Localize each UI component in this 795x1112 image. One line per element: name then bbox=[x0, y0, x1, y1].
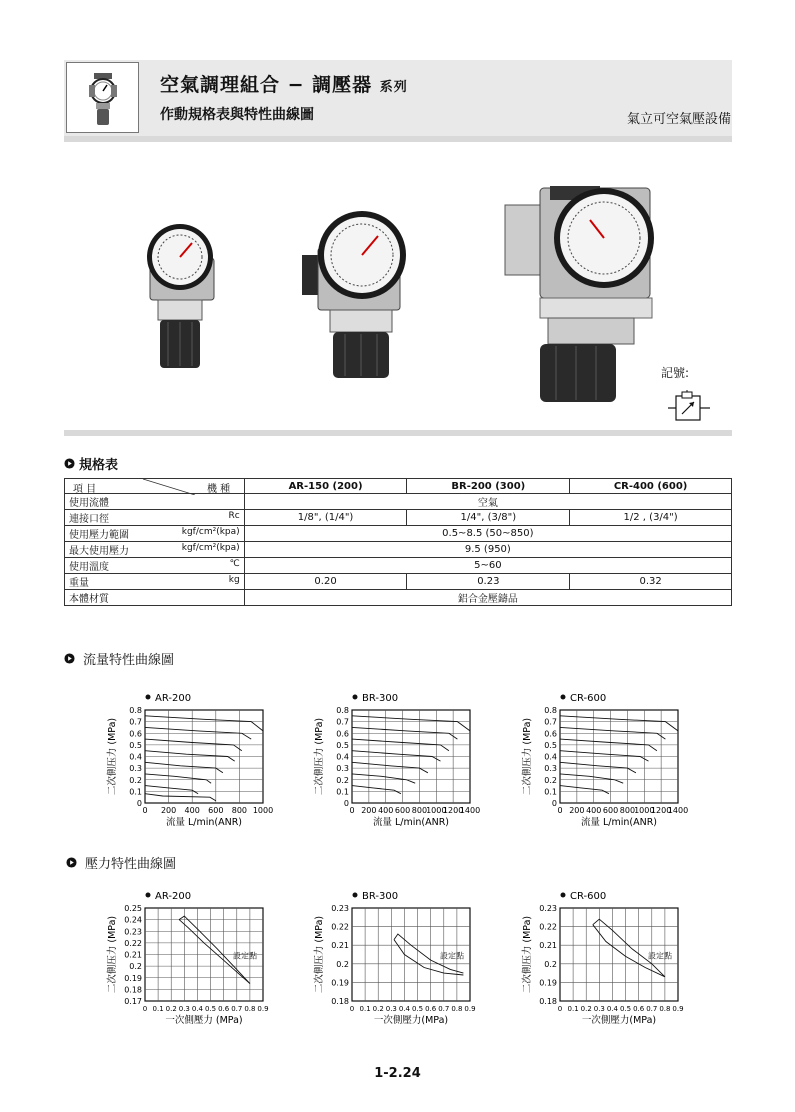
y-tick-label: 0.25 bbox=[124, 904, 142, 913]
company-name: 氣立可空氣壓設備 bbox=[626, 112, 731, 127]
y-tick-label: 0.8 bbox=[544, 706, 557, 715]
y-tick-label: 0.7 bbox=[544, 717, 557, 727]
model-label: 機 種 bbox=[207, 484, 231, 495]
y-tick-label: 0.5 bbox=[129, 740, 142, 750]
y-tick-label: 0.7 bbox=[336, 717, 349, 727]
y-tick-label: 0.5 bbox=[336, 740, 349, 750]
y-tick-label: 0.6 bbox=[129, 729, 142, 739]
x-tick-label: 0 bbox=[557, 806, 563, 815]
x-tick-label: 0 bbox=[557, 1005, 563, 1013]
y-tick-label: 0.19 bbox=[124, 973, 142, 983]
x-tick-label: 800 bbox=[231, 806, 248, 815]
x-tick-label: 0.8 bbox=[451, 1005, 463, 1013]
x-tick-label: 0.2 bbox=[165, 1005, 177, 1013]
y-tick-label: 0.4 bbox=[129, 752, 142, 762]
y-tick-label: 0.6 bbox=[544, 729, 557, 739]
annotation-label: 設定點 bbox=[440, 951, 464, 961]
x-tick-label: 1000 bbox=[634, 806, 655, 815]
y-tick-label: 0 bbox=[343, 799, 349, 808]
x-tick-label: 0.3 bbox=[385, 1005, 397, 1013]
y-tick-label: 0.23 bbox=[331, 904, 349, 913]
x-axis-label: 一次側壓力(MPa) bbox=[373, 1015, 449, 1026]
x-tick-label: 1000 bbox=[426, 806, 447, 815]
y-tick-label: 0.19 bbox=[331, 978, 349, 988]
title-bullet bbox=[561, 893, 566, 898]
title-text: 空氣調理組合 − 調壓器 bbox=[160, 74, 373, 96]
y-tick-label: 0.2 bbox=[544, 959, 557, 969]
y-tick-label: 0.2 bbox=[336, 775, 349, 785]
x-tick-label: 400 bbox=[378, 806, 394, 815]
x-tick-label: 0.1 bbox=[567, 1005, 579, 1013]
row-value: 0.23 bbox=[407, 574, 570, 590]
x-tick-label: 0.7 bbox=[231, 1005, 243, 1013]
flow-section-title: 流量特性曲線圖 bbox=[83, 653, 175, 668]
x-tick-label: 0.3 bbox=[178, 1005, 190, 1013]
y-axis-label: 二次側压力 (MPa) bbox=[107, 717, 118, 796]
title-bullet bbox=[353, 695, 358, 700]
spec-section-title: 規格表 bbox=[79, 458, 119, 473]
row-value: 0.20 bbox=[244, 574, 407, 590]
x-tick-label: 0.5 bbox=[411, 1005, 424, 1013]
y-tick-label: 0.17 bbox=[124, 997, 142, 1006]
x-tick-label: 200 bbox=[569, 806, 585, 815]
x-tick-label: 1000 bbox=[252, 806, 274, 815]
y-tick-label: 0.18 bbox=[124, 985, 142, 995]
x-tick-label: 600 bbox=[602, 806, 619, 815]
x-tick-label: 0.1 bbox=[359, 1005, 371, 1013]
x-tick-label: 0.9 bbox=[257, 1005, 269, 1013]
y-tick-label: 0.18 bbox=[539, 997, 557, 1006]
title-bullet bbox=[146, 695, 151, 700]
x-tick-label: 0.4 bbox=[606, 1005, 619, 1013]
chart-6 bbox=[521, 891, 684, 1026]
row-value: 1/8", (1/4") bbox=[244, 510, 407, 526]
chart-title: AR-200 bbox=[155, 693, 192, 704]
chart-2 bbox=[313, 693, 480, 828]
y-tick-label: 0 bbox=[136, 799, 142, 808]
x-axis-label: 一次側壓力(MPa) bbox=[581, 1015, 657, 1026]
x-tick-label: 0.6 bbox=[218, 1005, 230, 1013]
y-tick-label: 0.4 bbox=[544, 752, 557, 762]
chart-title: AR-200 bbox=[155, 891, 192, 902]
x-tick-label: 0.2 bbox=[372, 1005, 384, 1013]
y-axis-label: 二次側压力 (MPa) bbox=[314, 915, 325, 994]
x-axis-label: 流量 L/min(ANR) bbox=[165, 817, 243, 828]
x-tick-label: 600 bbox=[394, 806, 411, 815]
x-tick-label: 0.4 bbox=[191, 1005, 204, 1013]
y-tick-label: 0.2 bbox=[129, 962, 142, 972]
x-tick-label: 1400 bbox=[667, 806, 689, 815]
chart-title: CR-600 bbox=[570, 693, 607, 704]
item-label: 項 目 bbox=[73, 484, 97, 495]
y-tick-label: 0.1 bbox=[336, 787, 349, 797]
annotation-label: 設定點 bbox=[233, 951, 257, 961]
row-label-text: 使用壓力範圍 bbox=[69, 530, 129, 541]
row-unit: kgf/cm²(kpa) bbox=[181, 543, 240, 553]
page-number: 1-2.24 bbox=[374, 1066, 421, 1081]
chart-3 bbox=[521, 693, 688, 828]
y-tick-label: 0.21 bbox=[124, 950, 142, 960]
x-tick-label: 1200 bbox=[650, 806, 672, 815]
y-axis-label: 二次側压力 (MPa) bbox=[522, 717, 533, 796]
y-axis-label: 二次側压力 (MPa) bbox=[522, 915, 533, 994]
x-tick-label: 0.8 bbox=[244, 1005, 256, 1013]
x-tick-label: 1200 bbox=[442, 806, 464, 815]
x-tick-label: 600 bbox=[208, 806, 224, 815]
y-tick-label: 0.8 bbox=[129, 706, 142, 715]
chart-title: CR-600 bbox=[570, 891, 607, 902]
row-value: 0.32 bbox=[570, 574, 732, 590]
x-tick-label: 0.9 bbox=[672, 1005, 684, 1013]
row-label-text: 本體材質 bbox=[69, 594, 109, 605]
title-bullet bbox=[353, 893, 358, 898]
row-value: 1/4", (3/8") bbox=[407, 510, 570, 526]
pressure-section-title: 壓力特性曲線圖 bbox=[85, 857, 177, 872]
x-tick-label: 0 bbox=[142, 806, 148, 815]
x-tick-label: 1400 bbox=[459, 806, 481, 815]
row-value: 鋁合金壓鑄品 bbox=[244, 590, 731, 606]
x-tick-label: 400 bbox=[184, 806, 200, 815]
row-value: 0.5~8.5 (50~850) bbox=[244, 526, 731, 542]
x-tick-label: 400 bbox=[586, 806, 602, 815]
y-tick-label: 0.3 bbox=[544, 764, 557, 774]
y-tick-label: 0.1 bbox=[129, 787, 142, 797]
x-axis-label: 一次側壓力 (MPa) bbox=[165, 1015, 243, 1026]
x-tick-label: 0.9 bbox=[464, 1005, 476, 1013]
chart-1 bbox=[106, 693, 273, 828]
y-tick-label: 0.22 bbox=[331, 922, 349, 932]
row-label-text: 使用溫度 bbox=[69, 562, 109, 573]
x-tick-label: 0.5 bbox=[204, 1005, 217, 1013]
y-tick-label: 0.2 bbox=[336, 959, 349, 969]
y-tick-label: 0.7 bbox=[129, 717, 142, 727]
x-tick-label: 0.4 bbox=[398, 1005, 411, 1013]
annotation-label: 設定點 bbox=[648, 951, 672, 961]
row-label-text: 使用流體 bbox=[69, 498, 109, 509]
y-tick-label: 0.3 bbox=[336, 764, 349, 774]
row-value: 9.5 (950) bbox=[244, 542, 731, 558]
row-value: 空氣 bbox=[244, 494, 731, 510]
x-tick-label: 0.6 bbox=[425, 1005, 437, 1013]
row-value: 5~60 bbox=[244, 558, 731, 574]
y-tick-label: 0.22 bbox=[539, 922, 557, 932]
y-tick-label: 0.23 bbox=[124, 927, 142, 937]
x-tick-label: 800 bbox=[619, 806, 636, 815]
row-label-text: 最大使用壓力 bbox=[69, 546, 129, 557]
title-bullet bbox=[146, 893, 151, 898]
chart-5 bbox=[313, 891, 476, 1026]
y-tick-label: 0.19 bbox=[539, 978, 557, 988]
page-subtitle: 作動規格表與特性曲線圖 bbox=[160, 107, 314, 123]
x-tick-label: 0 bbox=[349, 806, 355, 815]
title-series: 系列 bbox=[379, 80, 408, 95]
x-tick-label: 0.1 bbox=[152, 1005, 164, 1013]
y-tick-label: 0.18 bbox=[331, 997, 349, 1006]
y-tick-label: 0.2 bbox=[129, 775, 142, 785]
x-tick-label: 0.3 bbox=[593, 1005, 605, 1013]
y-tick-label: 0.24 bbox=[124, 915, 142, 925]
y-tick-label: 0.3 bbox=[129, 764, 142, 774]
y-tick-label: 0.23 bbox=[539, 904, 557, 913]
row-unit: Rc bbox=[228, 511, 240, 521]
y-tick-label: 0.21 bbox=[539, 941, 557, 951]
y-tick-label: 0.8 bbox=[336, 706, 349, 715]
row-label-text: 重量 bbox=[69, 578, 89, 589]
model-ar: AR-150 (200) bbox=[244, 479, 407, 494]
y-tick-label: 0.1 bbox=[544, 787, 557, 797]
x-tick-label: 800 bbox=[411, 806, 428, 815]
y-tick-label: 0.21 bbox=[331, 941, 349, 951]
x-axis-label: 流量 L/min(ANR) bbox=[372, 817, 450, 828]
x-tick-label: 0 bbox=[349, 1005, 355, 1013]
y-tick-label: 0.4 bbox=[336, 752, 349, 762]
x-tick-label: 0.5 bbox=[619, 1005, 632, 1013]
y-tick-label: 0.5 bbox=[544, 740, 557, 750]
row-unit: kg bbox=[228, 575, 240, 585]
chart-title: BR-300 bbox=[362, 693, 399, 704]
row-label-text: 連接口徑 bbox=[69, 514, 109, 525]
model-br: BR-200 (300) bbox=[407, 479, 570, 494]
y-axis-label: 二次側压力 (MPa) bbox=[107, 915, 118, 994]
x-tick-label: 0.2 bbox=[580, 1005, 592, 1013]
y-axis-label: 二次側压力 (MPa) bbox=[314, 717, 325, 796]
chart-title: BR-300 bbox=[362, 891, 399, 902]
x-tick-label: 0 bbox=[142, 1005, 148, 1013]
x-tick-label: 0.8 bbox=[659, 1005, 671, 1013]
x-tick-label: 200 bbox=[160, 806, 177, 815]
y-tick-label: 0.2 bbox=[544, 775, 557, 785]
y-tick-label: 0 bbox=[551, 799, 557, 808]
model-cr: CR-400 (600) bbox=[570, 479, 732, 494]
x-tick-label: 0.7 bbox=[438, 1005, 450, 1013]
y-tick-label: 0.6 bbox=[336, 729, 349, 739]
chart-4 bbox=[106, 891, 269, 1026]
x-tick-label: 200 bbox=[361, 806, 377, 815]
y-tick-label: 0.22 bbox=[124, 938, 142, 948]
row-value: 1/2 , (3/4") bbox=[570, 510, 732, 526]
symbol-label: 記號: bbox=[661, 366, 690, 380]
x-tick-label: 0.7 bbox=[646, 1005, 658, 1013]
row-unit: ℃ bbox=[229, 559, 240, 569]
x-tick-label: 0.6 bbox=[633, 1005, 645, 1013]
x-axis-label: 流量 L/min(ANR) bbox=[580, 817, 658, 828]
title-bullet bbox=[561, 695, 566, 700]
row-unit: kgf/cm²(kpa) bbox=[181, 527, 240, 537]
